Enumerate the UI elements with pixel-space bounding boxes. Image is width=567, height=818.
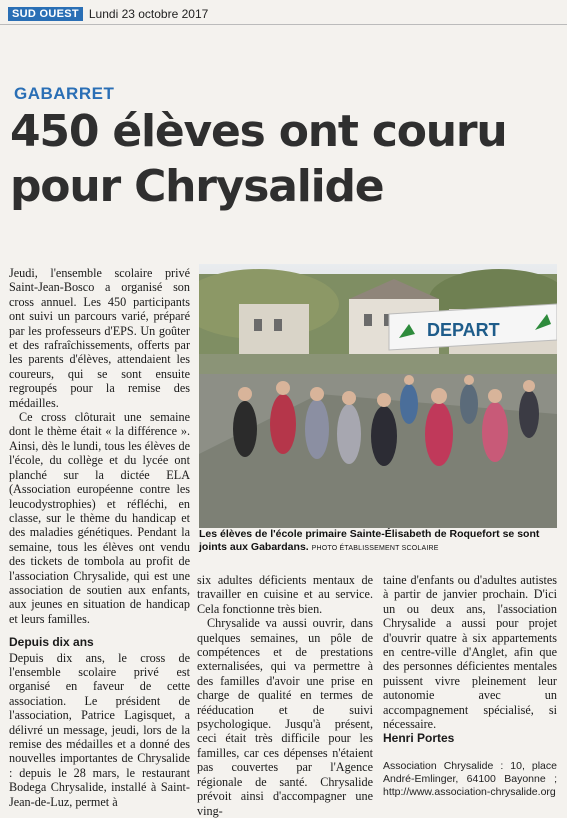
article-photo <box>199 264 557 528</box>
photo-credit: PHOTO ÉTABLISSEMENT SCOLAIRE <box>311 545 439 552</box>
association-info: Association Chrysalide : 10, place André-Emlinger, 64100 Bayonne ; http://www.association-chrysalide.org <box>383 759 557 798</box>
paragraph-theme: Ce cross clôturait une semaine dont le thème était « la différence ». Ainsi, dès le lundi, tous les élèves de l'école, du collège et du lycée ont planché sur la dictée ELA (Association européenne contre les leucodystrophies) et réfléchi, en classe, sur le thème du handicap et des maladies génétiques. Pendant la semaine, tous les élèves ont vendu des tickets de tombola au profit de l'association Chrysalide, qui est une association de soutien aux enfants, aux jeunes en situation de handicap et leurs familles. <box>9 410 190 626</box>
headline-line-1: 450 élèves ont couru <box>10 106 507 157</box>
masthead <box>8 7 208 21</box>
subheading: Depuis dix ans <box>9 635 94 650</box>
rubric-label: GABARRET <box>14 84 115 103</box>
article-column-1 <box>9 266 190 809</box>
article-headline <box>10 104 560 214</box>
header-rule <box>0 24 567 25</box>
paragraph-pole: Chrysalide va aussi ouvrir, dans quelques semaines, un pôle de compétences et de prestations externalisées, qui va permettre à des familles d'avoir une prise en charge de qualité en termes de rééducation et de suivi psychologique. Jusqu'à présent, ceci était très difficile pour les familles, car ces dépenses n'étaient pas couvertes par l'Agence régionale de santé. Chrysalide prévoit ainsi d'accompagner une ving- <box>197 616 373 818</box>
photo-caption <box>199 528 559 555</box>
caption-text: Les élèves de l'école primaire Sainte-Élisabeth de Roquefort se sont joints aux Gabardans. <box>199 528 540 553</box>
paragraph-intro: Jeudi, l'ensemble scolaire privé Saint-Jean-Bosco a organisé son cross annuel. Les 450 participants ont suivi un parcours varié, préparé par les professeurs d'EPS. Un goûter et des rafraîchissements, offerts par les parents d'élèves, attendaient les coureurs, qui se sont ensuite regroupés pour la remise des médailles. <box>9 266 190 410</box>
newspaper-logo: SUD OUEST <box>8 7 83 21</box>
paragraph-restaurant: six adultes déficients mentaux de travailler en cuisine et au service. Cela fonctionne très bien. <box>197 573 373 616</box>
article-column-2 <box>197 573 373 818</box>
paragraph-ten-years: Depuis dix ans, le cross de l'ensemble scolaire privé est organisé en faveur de cette association. Le président de l'association, Patrice Lagisquet, a délivré un message, jeudi, lors de la remise des médailles et a donné des nouvelles importantes de Chrysalide : depuis le 28 mars, le restaurant Bodega Chrysalide, installé à Saint-Jean-de-Luz, permet à <box>9 650 190 809</box>
headline-line-2: pour Chrysalide <box>10 161 384 212</box>
author-byline: Henri Portes <box>383 731 455 746</box>
issue-date: Lundi 23 octobre 2017 <box>88 7 209 21</box>
depart-banner-text: DEPART <box>427 320 500 340</box>
paragraph-autism: taine d'enfants ou d'adultes autistes à partir de janvier prochain. D'ici un ou deux ans, l'association Chrysalide a aussi pour projet d'ouvrir quatre à six appartements en centre-ville d'Anglet, afin que des personnes déficientes mentales puissent vivre pleinement leur autonomie avec un accompagnement spécialisé, si nécessaire. <box>383 573 557 732</box>
article-column-3 <box>383 573 557 799</box>
runners-photo-illustration <box>199 264 557 528</box>
